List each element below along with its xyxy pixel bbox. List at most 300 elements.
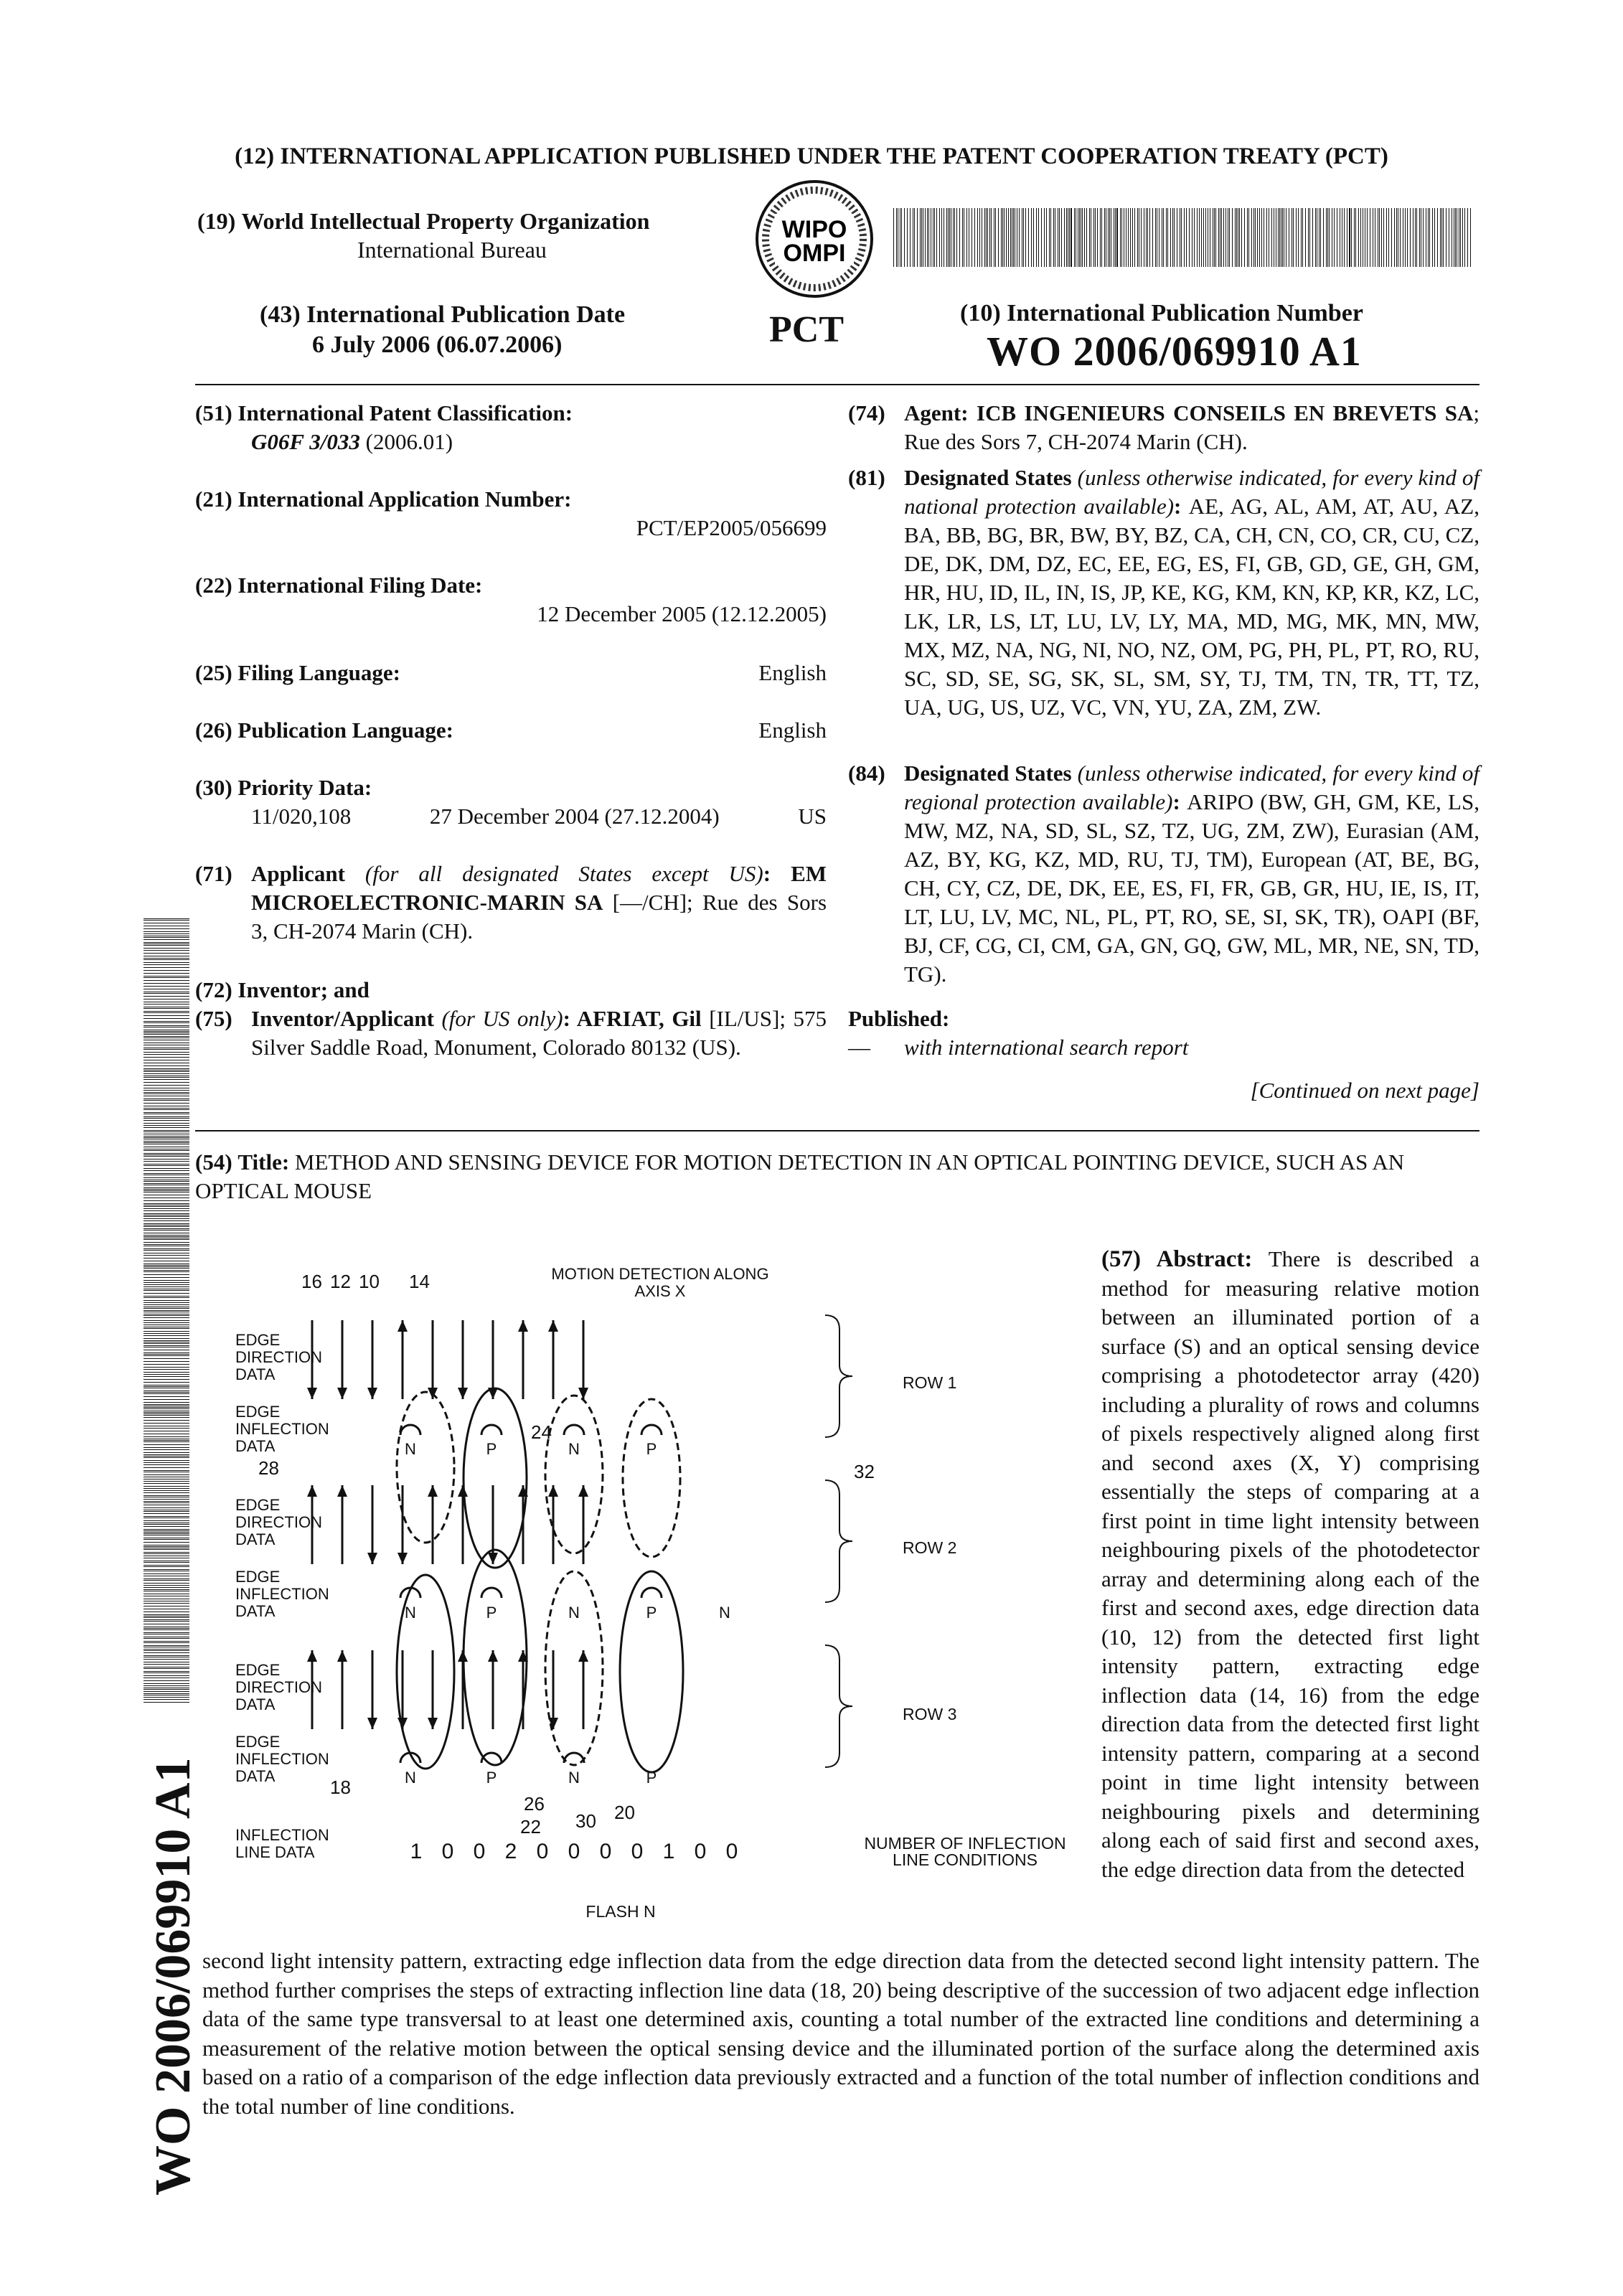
barcode-bar (893, 208, 894, 267)
barcode-bar (144, 1358, 189, 1359)
field-21: (21) International Application Number: PCT/EP2005/056699 (195, 486, 827, 540)
barcode-bar (144, 1153, 189, 1154)
bureau: International Bureau (357, 237, 547, 263)
barcode-bar (144, 1271, 189, 1272)
line-value: 0 (631, 1840, 644, 1863)
barcode-bar (979, 208, 980, 267)
arrow-head (337, 1650, 347, 1662)
barcode-bar (144, 1483, 189, 1484)
barcode-bar (1197, 208, 1198, 267)
barcode-bar (1293, 208, 1294, 267)
barcode-bar (144, 1021, 189, 1022)
barcode-bar (144, 1322, 189, 1323)
barcode-bar (144, 1280, 189, 1281)
barcode-bar (144, 1452, 189, 1453)
barcode-bar (920, 208, 921, 267)
barcode-bar (144, 1645, 189, 1646)
figure (222, 1259, 1091, 1948)
barcode-bar (144, 1376, 189, 1377)
barcode-bar (144, 1142, 189, 1143)
barcode-bar (1115, 208, 1116, 267)
barcode-bar (949, 208, 950, 267)
barcode-bar (1441, 208, 1442, 267)
field-74: (74) Agent: ICB INGENIEURS CONSEILS EN BREVETS SA; Rue des Sors 7, CH-2074 Marin (CH). (848, 400, 1480, 454)
barcode-bar (144, 1408, 189, 1409)
arrow-head (488, 1553, 498, 1564)
lbl-infline-2: LINE DATA (235, 1843, 315, 1861)
title-text: METHOD AND SENSING DEVICE FOR MOTION DETECTION IN AN OPTICAL POINTING DEVICE, SUCH AS AN OPTICAL MOUSE (195, 1149, 1405, 1203)
barcode-bar (144, 1583, 189, 1584)
title-num: (54) (195, 1149, 232, 1175)
barcode-bar (144, 1277, 189, 1278)
barcode-bar (1309, 208, 1310, 267)
barcode-bar (144, 1137, 189, 1138)
barcode-bar (144, 1529, 189, 1530)
barcode-bar (1460, 208, 1461, 267)
barcode-bar (1391, 208, 1392, 267)
barcode-bar (144, 1520, 189, 1521)
barcode-bar (144, 1464, 189, 1465)
field-81: (81) Designated States (unless otherwise indicated, for every kind of national protection available): AE, AG, AL, AM, AT, AU, AZ, BA, BB, BG, BR, BW, BY, BZ, CA, CH, CN, CO, CR, CU, CZ, DE, DK, DM, DZ, EC, EE, EG, ES, FI, GB, GD, GE, GH, GM, HR, HU, ID, IL, IN, IS, JP, KE, KG, KM, KN, KP, KR, KZ, LC, LK, LR, LS, LT, LU, LV, LY, MA, MD, MG, MK, MN, MW, MX, MZ, NA, NG, NI, NO, NZ, OM, PG, PH, PL, PT, RO, RU, SC, SD, SE, SG, SK, SL, SM, SY, TJ, TM, TN, TR, TT, TZ, UA, UG, US, UZ, VC, VN, YU, ZA, ZM, ZW. (848, 465, 1480, 720)
barcode-bar (144, 1203, 189, 1204)
curl-icon (400, 1425, 420, 1435)
barcode-bar (953, 208, 954, 267)
arrow-head (337, 1485, 347, 1497)
inflection-np: P (646, 1604, 657, 1622)
barcode-bar (1437, 208, 1438, 267)
barcode-bar (144, 1587, 189, 1588)
barcode-bar (1247, 208, 1248, 267)
barcode-bar (144, 1488, 189, 1489)
barcode-bar (1194, 208, 1195, 267)
barcode-bar (144, 1454, 189, 1455)
barcode-bar (1248, 208, 1249, 267)
barcode-bar (1279, 208, 1280, 267)
logo-text-top: WIPO (781, 216, 847, 243)
barcode-bar (144, 1562, 189, 1563)
barcode-bar (144, 1328, 189, 1329)
barcode-bar (144, 1702, 189, 1703)
lbl-dir-5: DIRECTION (235, 1678, 322, 1696)
barcode-bar (144, 1168, 189, 1169)
barcode-bar (144, 1100, 189, 1101)
barcode-bar (144, 948, 189, 949)
barcode-bar (144, 1417, 189, 1418)
barcode-bar (144, 1052, 189, 1053)
barcode-bar (1036, 208, 1037, 267)
barcode-bar (1244, 208, 1245, 267)
barcode-bar (144, 933, 189, 934)
inflection-np: N (405, 1769, 416, 1787)
barcode-bar (144, 1123, 189, 1124)
barcode-bar (1046, 208, 1047, 267)
barcode-bar (144, 1619, 189, 1620)
pct-mark: PCT (769, 309, 844, 350)
field-22: (22) International Filing Date: 12 December 2005 (12.12.2005) (195, 573, 827, 626)
barcode-bar (144, 1236, 189, 1237)
barcode-bar (144, 1270, 189, 1271)
barcode-bar (1082, 208, 1083, 267)
barcode-bar (144, 1393, 189, 1394)
barcode-bar (991, 208, 992, 267)
barcode-bar (1320, 208, 1321, 267)
barcode-bar (144, 1685, 189, 1686)
barcode-bar (144, 993, 189, 994)
barcode-bar (995, 208, 996, 267)
barcode-bar (144, 1177, 189, 1178)
barcode-bar (144, 1022, 189, 1023)
barcode-bar (1455, 208, 1456, 267)
treaty-header: (12) INTERNATIONAL APPLICATION PUBLISHED UNDER THE PATENT COOPERATION TREATY (PCT) (235, 144, 1388, 169)
barcode-bar (144, 1629, 189, 1630)
field-25: (25) Filing Language: English (195, 660, 827, 685)
barcode-bar (144, 1015, 189, 1016)
barcode-bar (144, 964, 189, 965)
barcode-bar (987, 208, 988, 267)
barcode-top (893, 208, 1474, 267)
barcode-bar (946, 208, 947, 267)
barcode-bar (1344, 208, 1345, 267)
barcode-bar (144, 1499, 189, 1500)
barcode-bar (144, 1650, 189, 1651)
barcode-bar (144, 1011, 189, 1012)
barcode-bar (144, 1457, 189, 1458)
line-value: 0 (441, 1840, 454, 1863)
barcode-bar (144, 1565, 189, 1566)
barcode-bar (144, 1481, 189, 1482)
barcode-bar (144, 1250, 189, 1251)
barcode-bar (144, 1218, 189, 1219)
barcode-bar (144, 1655, 189, 1656)
barcode-bar (144, 1474, 189, 1475)
barcode-bar (144, 1441, 189, 1442)
barcode-bar (1167, 208, 1168, 267)
barcode-bar (998, 208, 999, 267)
ref-number: 12 (330, 1271, 351, 1292)
abstract-label: (57) Abstract: (1101, 1246, 1253, 1272)
barcode-bar (144, 976, 189, 977)
barcode-bar (1221, 208, 1222, 267)
barcode-bar (1429, 208, 1430, 267)
barcode-bar (1329, 208, 1330, 267)
ref-number: 24 (531, 1421, 552, 1443)
arrow-head (578, 1388, 588, 1399)
lbl-infl-4: INFLECTION (235, 1585, 329, 1603)
barcode-bar (1381, 208, 1382, 267)
barcode-bar (896, 208, 897, 267)
barcode-bar (144, 1659, 189, 1660)
barcode-bar (1434, 208, 1435, 267)
barcode-bar (144, 939, 189, 940)
barcode-bar (144, 1641, 189, 1642)
barcode-bar (144, 1068, 189, 1069)
barcode-bar (1041, 208, 1042, 267)
lbl-infl-6: INFLECTION (235, 1750, 329, 1768)
barcode-bar (144, 1486, 189, 1487)
barcode-bar (1121, 208, 1122, 267)
barcode-bar (144, 1070, 189, 1071)
barcode-bar (144, 1265, 189, 1266)
lbl-data-6: DATA (235, 1767, 276, 1785)
barcode-bar (1071, 208, 1072, 267)
barcode-bar (1443, 208, 1444, 267)
barcode-bar (1271, 208, 1272, 267)
lbl-edge-6: EDGE (235, 1733, 281, 1751)
row3-label: ROW 3 (903, 1705, 957, 1723)
line-value: 0 (599, 1840, 612, 1863)
barcode-bar (144, 953, 189, 954)
barcode-bar (927, 208, 928, 267)
field-84: (84) Designated States (unless otherwise indicated, for every kind of regional protection available): ARIPO (BW, GH, GM, KE, LS, MW, MZ, NA, SD, SL, SZ, TZ, UG, ZM, ZW), Eurasian (AM, AZ, BY, KG, KZ, MD, RU, TJ, TM), European (AT, BE, BG, CH, CY, CZ, DE, DK, EE, ES, FI, FR, GB, GR, HU, IE, IS, IT, LT, LU, LV, MC, NL, PL, PT, RO, SE, SI, SK, TR), OAPI (BF, BJ, CF, CG, CI, CM, GA, GN, GQ, GW, ML, MR, NE, SN, TD, TG). (848, 761, 1480, 987)
curl-icon (564, 1425, 584, 1435)
barcode-bar (1008, 208, 1009, 267)
barcode-bar (1006, 208, 1007, 267)
barcode-bar (1419, 208, 1420, 267)
inflection-ellipse (620, 1571, 683, 1772)
lbl-edge-4: EDGE (235, 1568, 281, 1586)
barcode-bar (144, 1018, 189, 1019)
barcode-bar (1097, 208, 1098, 267)
lbl-data-2: DATA (235, 1437, 276, 1455)
barcode-bar (1053, 208, 1054, 267)
barcode-bar (144, 1187, 189, 1188)
lbl-dir-1: DIRECTION (235, 1348, 322, 1366)
inflection-np: P (646, 1769, 657, 1787)
field-30: (30) Priority Data: 11/020,108 27 December 2004 (27.12.2004) US (195, 775, 827, 829)
barcode-bar (144, 1071, 189, 1072)
barcode-bar (1326, 208, 1327, 267)
barcode-bar (144, 1492, 189, 1493)
inflection-np: P (486, 1604, 497, 1622)
wipo-logo (743, 178, 886, 300)
barcode-bar (144, 1447, 189, 1448)
barcode-bar (1261, 208, 1262, 267)
fig-title-2: AXIS X (634, 1282, 686, 1300)
line-value: 0 (568, 1840, 580, 1863)
barcode-bar (1066, 208, 1067, 267)
barcode-bar (144, 1286, 189, 1287)
barcode-bar (144, 1668, 189, 1669)
barcode-bar (144, 1034, 189, 1035)
barcode-bar (144, 1244, 189, 1245)
barcode-bar (144, 1467, 189, 1468)
barcode-bar (144, 1580, 189, 1581)
barcode-bar (144, 1372, 189, 1373)
barcode-bar (917, 208, 918, 267)
barcode-bar (1464, 208, 1465, 267)
inflection-np: N (568, 1769, 580, 1787)
barcode-bar (1428, 208, 1429, 267)
inflection-np: N (719, 1604, 730, 1622)
arrow-head (518, 1320, 528, 1332)
barcode-bar (1255, 208, 1256, 267)
barcode-bar (1074, 208, 1075, 267)
barcode-bar (910, 208, 911, 267)
barcode-bar (144, 1617, 189, 1618)
barcode-bar (144, 1530, 189, 1531)
barcode-bar (1155, 208, 1156, 267)
barcode-bar (144, 1699, 189, 1700)
barcode-bar (144, 1057, 189, 1058)
barcode-bar (144, 1206, 189, 1207)
barcode-bar (144, 1367, 189, 1368)
inflection-ellipse (464, 1388, 527, 1568)
barcode-bar (1013, 208, 1014, 267)
barcode-bar (144, 1546, 189, 1547)
barcode-bar (144, 1131, 189, 1132)
title-block (195, 1148, 1479, 1205)
barcode-bar (144, 1693, 189, 1694)
abstract-col (1101, 1245, 1479, 1884)
barcode-bar (144, 1691, 189, 1692)
barcode-bar (144, 1402, 189, 1403)
barcode-bar (1423, 208, 1424, 267)
barcode-bar (1355, 208, 1356, 267)
title-rule (195, 1130, 1479, 1131)
arrow-head (548, 1718, 558, 1729)
barcode-bar (1100, 208, 1101, 267)
barcode-bar (144, 1255, 189, 1256)
lbl-dir-3: DIRECTION (235, 1513, 322, 1531)
barcode-bar (1251, 208, 1252, 267)
barcode-bar (144, 1578, 189, 1579)
barcode-bar (144, 1652, 189, 1653)
barcode-bar (144, 1266, 189, 1267)
line-value: 2 (504, 1840, 517, 1863)
barcode-bar (1184, 208, 1185, 267)
barcode-bar (1010, 208, 1011, 267)
barcode-bar (144, 950, 189, 951)
line-value: 0 (536, 1840, 549, 1863)
arrow-head (307, 1650, 317, 1662)
barcode-bar (144, 1632, 189, 1633)
org-line (197, 207, 649, 235)
barcode-bar (144, 1444, 189, 1445)
barcode-bar (144, 1320, 189, 1321)
lbl-edge-1: EDGE (235, 1331, 281, 1349)
line-value: 1 (662, 1840, 675, 1863)
lbl-data-1: DATA (235, 1365, 276, 1383)
barcode-bar (1416, 208, 1417, 267)
barcode-bar (144, 1108, 189, 1109)
barcode-bar (144, 1031, 189, 1032)
barcode-bar (1232, 208, 1233, 267)
inflection-ellipse (397, 1392, 454, 1543)
barcode-bar (1203, 208, 1204, 267)
barcode-bar (1002, 208, 1003, 267)
arrow-head (458, 1388, 468, 1399)
line-value: 0 (725, 1840, 738, 1863)
barcode-bar (144, 977, 189, 978)
barcode-bar (1349, 208, 1350, 267)
pub-date-label: (43) International Publication Date (260, 301, 626, 328)
barcode-bar (1405, 208, 1406, 267)
barcode-bar (1312, 208, 1313, 267)
barcode-bar (144, 1614, 189, 1615)
barcode-bar (144, 1317, 189, 1318)
barcode-bar (1023, 208, 1024, 267)
barcode-bar (144, 1210, 189, 1211)
barcode-bar (144, 1181, 189, 1182)
barcode-bar (144, 1683, 189, 1684)
barcode-bar (144, 1216, 189, 1217)
barcode-bar (144, 1412, 189, 1413)
barcode-bar (1089, 208, 1090, 267)
flash-label: FLASH N (585, 1902, 656, 1921)
barcode-bar (144, 1361, 189, 1362)
barcode-bar (144, 1161, 189, 1162)
inflection-np: P (486, 1440, 497, 1458)
barcode-bar (1104, 208, 1105, 267)
barcode-bar (1001, 208, 1002, 267)
barcode-bar (144, 1130, 189, 1131)
barcode-bar (144, 1242, 189, 1243)
barcode-bar (144, 1573, 189, 1574)
barcode-bar (144, 1090, 189, 1091)
lbl-edge-3: EDGE (235, 1496, 281, 1514)
barcode-bar (144, 1223, 189, 1224)
barcode-bar (144, 1420, 189, 1421)
barcode-bar (144, 1502, 189, 1503)
line-value: 0 (694, 1840, 707, 1863)
barcode-bar (1189, 208, 1190, 267)
barcode-bar (1038, 208, 1039, 267)
barcode-bar (144, 1065, 189, 1066)
barcode-bar (144, 1689, 189, 1690)
inflection-np: N (405, 1604, 416, 1622)
barcode-bar (144, 1208, 189, 1209)
side-number: WO 2006/069910 A1 (146, 1757, 201, 2196)
arrow-head (578, 1485, 588, 1497)
curl-icon (481, 1425, 502, 1435)
barcode-bar (144, 986, 189, 987)
barcode-bar (1266, 208, 1267, 267)
barcode-bar (1215, 208, 1216, 267)
arrow-head (367, 1553, 377, 1564)
barcode-bar (144, 1109, 189, 1110)
org-num: (19) (197, 208, 236, 234)
barcode-bar (1152, 208, 1153, 267)
barcode-bar (144, 959, 189, 960)
barcode-bar (1019, 208, 1020, 267)
barcode-bar (1146, 208, 1147, 267)
barcode-bar (144, 1156, 189, 1157)
barcode-bar (1128, 208, 1129, 267)
barcode-bar (144, 1340, 189, 1341)
barcode-bar (144, 1293, 189, 1294)
barcode-bar (144, 1495, 189, 1496)
field-75: (75) Inventor/Applicant (for US only): AFRIAT, Gil [IL/US]; 575 Silver Saddle Road, Monument, Colorado 80132 (US). (195, 1006, 827, 1060)
barcode-bar (144, 1532, 189, 1533)
barcode-bar (1141, 208, 1142, 267)
barcode-bar (1239, 208, 1240, 267)
barcode-bar (914, 208, 915, 267)
barcode-bar (1181, 208, 1182, 267)
barcode-bar (1379, 208, 1380, 267)
barcode-bar (1383, 208, 1384, 267)
barcode-bar (144, 1338, 189, 1339)
ref-number: 18 (330, 1777, 351, 1798)
ref-number: 26 (524, 1793, 545, 1815)
barcode-bar (144, 1382, 189, 1383)
barcode-bar (144, 920, 189, 921)
fig-title-1: MOTION DETECTION ALONG (551, 1265, 769, 1283)
fig-marks (307, 1320, 730, 1787)
barcode-bar (144, 1456, 189, 1457)
barcode-bar (144, 1315, 189, 1316)
barcode-bar (1410, 208, 1411, 267)
barcode-bar (144, 1392, 189, 1393)
